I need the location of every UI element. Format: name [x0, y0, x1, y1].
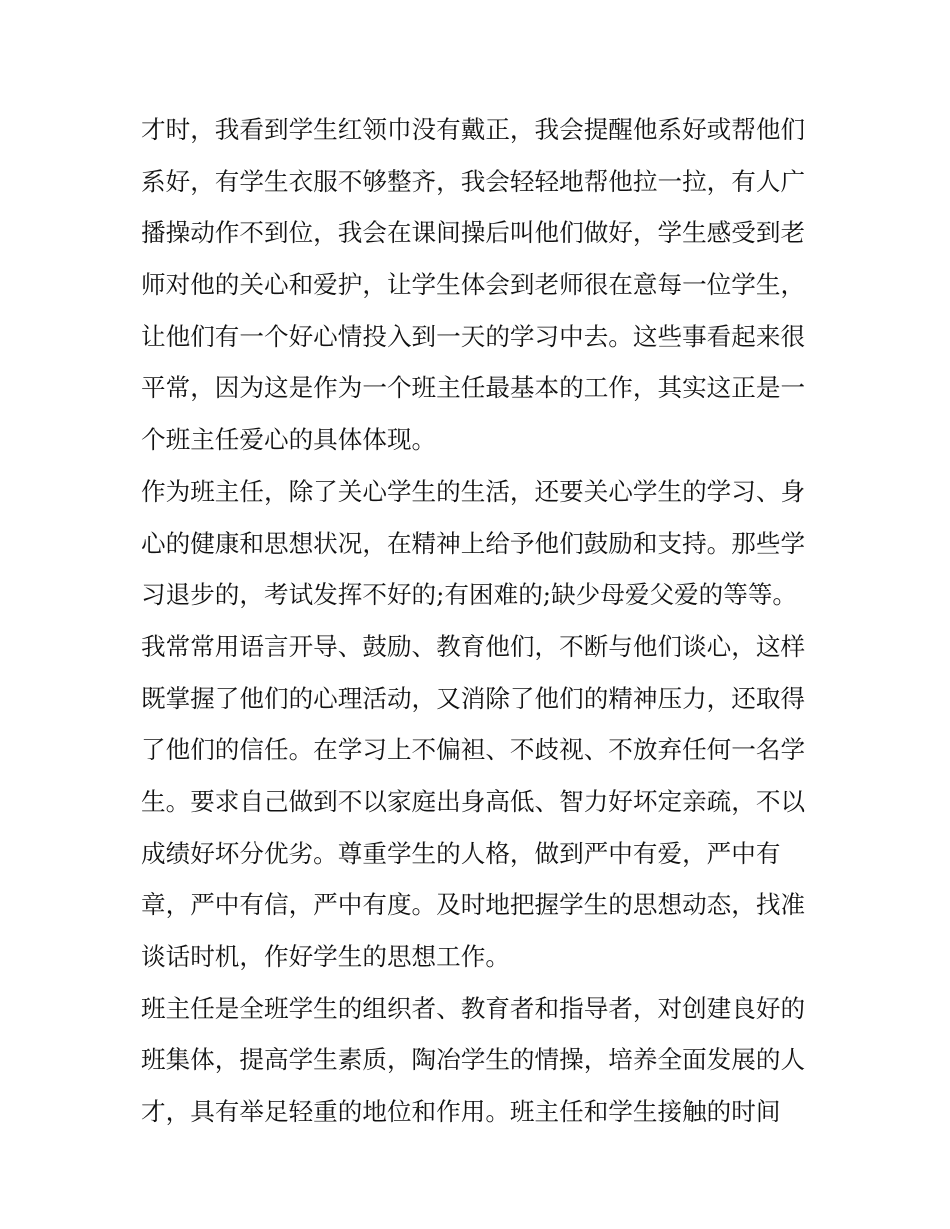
text-line: 既掌握了他们的心理活动，又消除了他们的精神压力，还取得 — [141, 683, 806, 713]
text-line: 谈话时机，作好学生的思想工作。 — [141, 942, 510, 971]
text-line: 让他们有一个好心情投入到一天的学习中去。这些事看起来很 — [141, 321, 806, 351]
text-line: 师对他的关心和爱护，让学生体会到老师很在意每一位学生， — [141, 270, 806, 300]
text-line: 作为班主任，除了关心学生的生活，还要关心学生的学习、身 — [141, 476, 806, 506]
text-line: 生。要求自己做到不以家庭出身高低、智力好坏定亲疏，不以 — [141, 786, 806, 816]
text-line: 习退步的，考试发挥不好的;有困难的;缺少母爱父爱的等等。 — [141, 580, 798, 610]
text-line: 平常，因为这是作为一个班主任最基本的工作，其实这正是一 — [141, 373, 806, 403]
text-line: 了他们的信任。在学习上不偏袒、不歧视、不放弃任何一名学 — [141, 735, 806, 765]
text-line: 我常常用语言开导、鼓励、教育他们，不断与他们谈心，这样 — [141, 631, 806, 661]
text-line: 成绩好坏分优劣。尊重学生的人格，做到严中有爱，严中有 — [141, 838, 781, 868]
text-line: 才时，我看到学生红领巾没有戴正，我会提醒他系好或帮他们 — [141, 115, 806, 144]
text-line: 班集体，提高学生素质，陶冶学生的情操，培养全面发展的人 — [141, 1045, 806, 1075]
text-line: 才，具有举足轻重的地位和作用。班主任和学生接触的时间 — [141, 1097, 781, 1127]
text-line: 系好，有学生衣服不够整齐，我会轻轻地帮他拉一拉，有人广 — [141, 166, 806, 196]
document-body — [141, 108, 821, 1142]
text-line: 班主任是全班学生的组织者、教育者和指导者，对创建良好的 — [141, 993, 806, 1023]
text-line: 章，严中有信，严中有度。及时地把握学生的思想动态，找准 — [141, 890, 806, 920]
text-line: 心的健康和思想状况，在精神上给予他们鼓励和支持。那些学 — [141, 528, 806, 558]
text-line: 播操动作不到位，我会在课间操后叫他们做好，学生感受到老 — [141, 218, 806, 248]
text-line: 个班主任爱心的具体体现。 — [141, 425, 437, 455]
